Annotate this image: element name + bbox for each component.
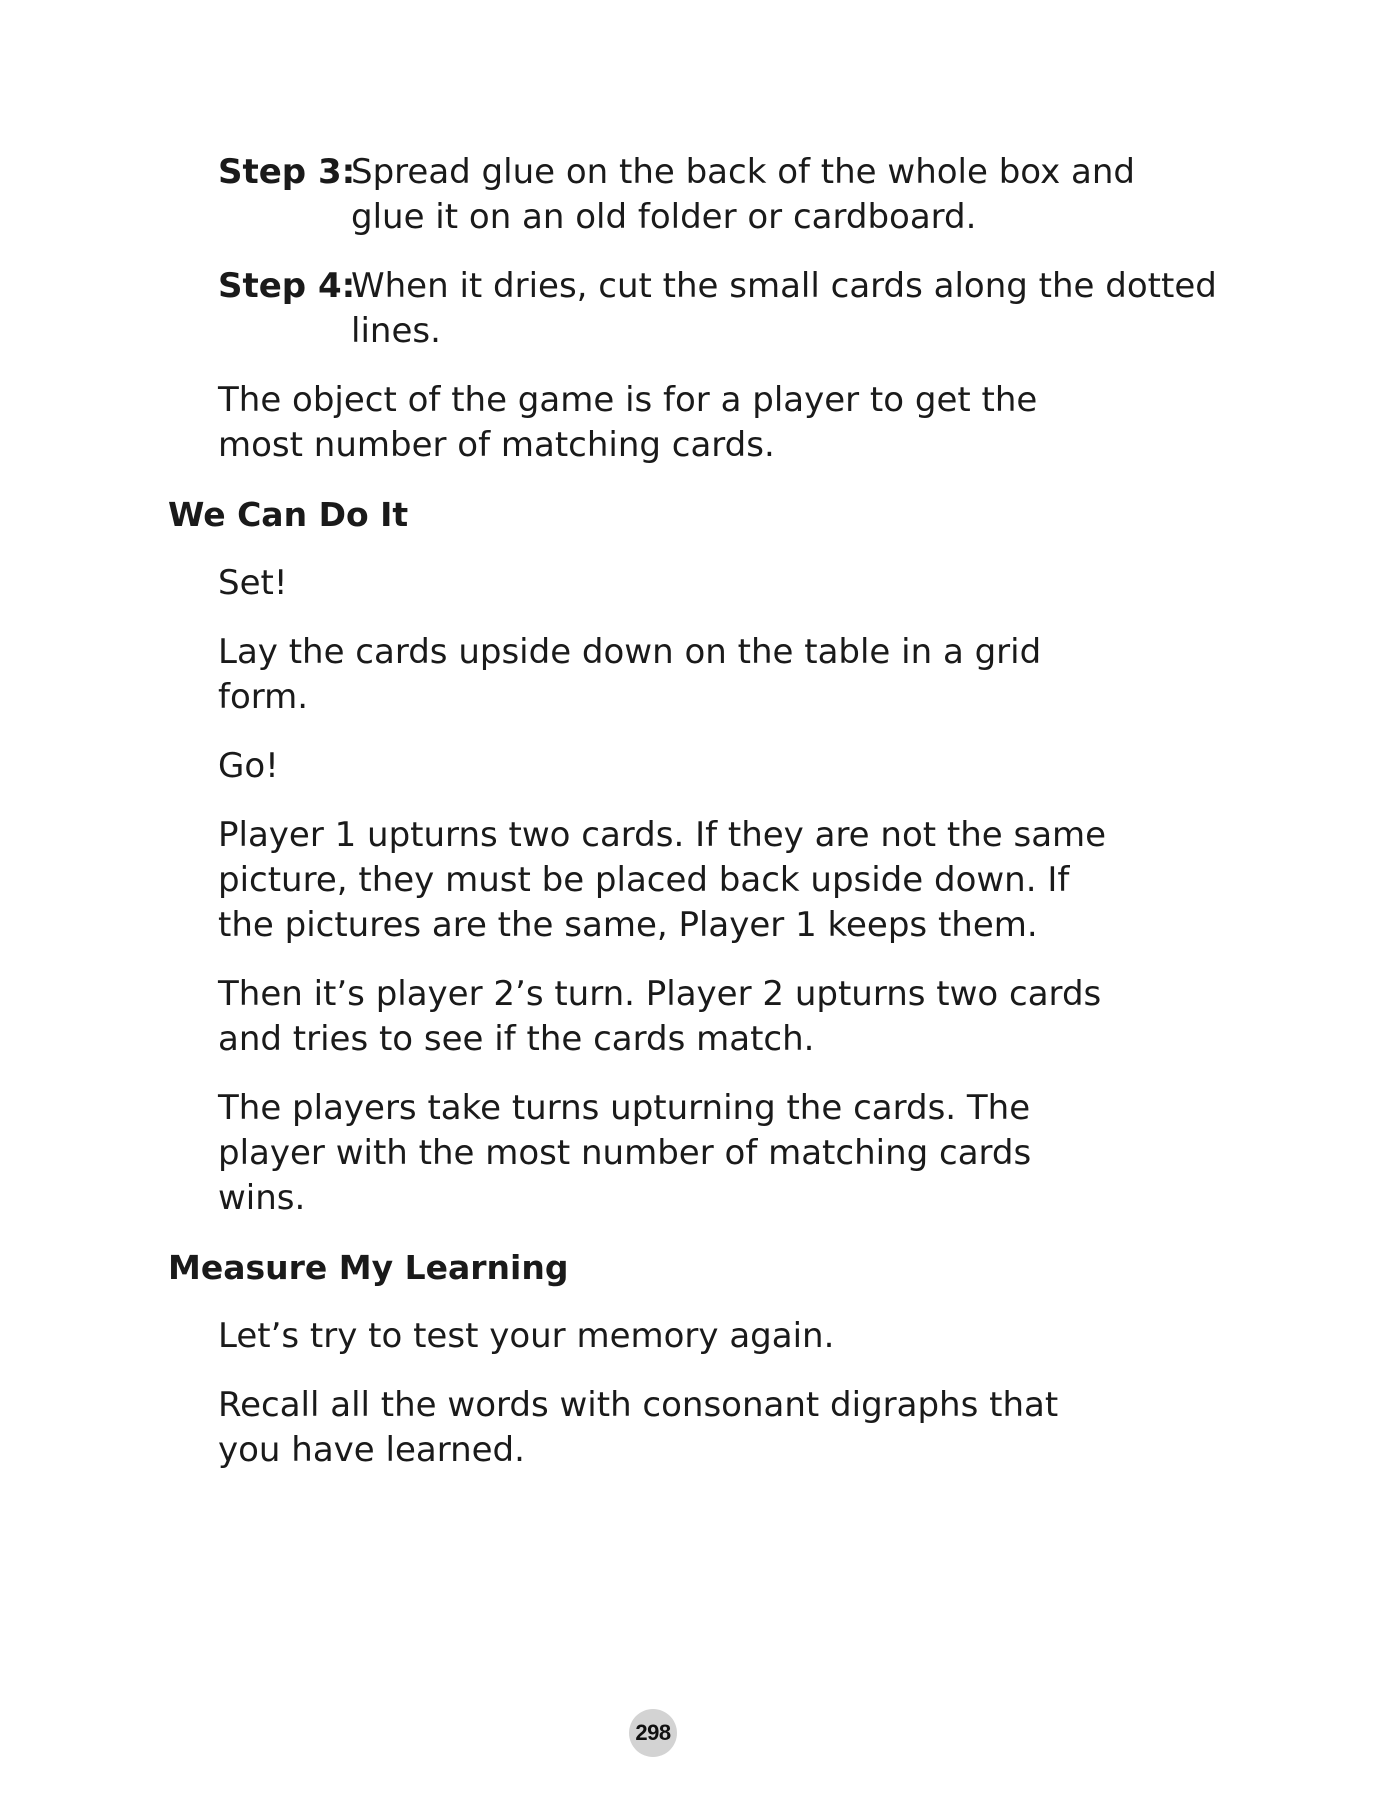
paragraph-test-memory: Let’s try to test your memory again.	[218, 1316, 835, 1356]
measure-heading: Measure My Learning	[168, 1248, 569, 1287]
page-content	[168, 150, 1217, 1497]
paragraph-take-turns: The players take turns upturning the cards. The player with the most number of matching cards wins.	[218, 1088, 1032, 1218]
paragraph-player-2: Then it’s player 2’s turn. Player 2 upturns two cards and tries to see if the cards match.	[218, 974, 1102, 1059]
step-label: Step 3:	[218, 152, 356, 192]
paragraph-player-1: Player 1 upturns two cards. If they are not the same picture, they must be placed back upside down. If the pictures are the same, Player 1 keeps them.	[218, 815, 1107, 945]
step-3	[218, 150, 1218, 240]
page-number: 298	[629, 1709, 677, 1757]
paragraph-lay-cards: Lay the cards upside down on the table in a grid form.	[218, 632, 1042, 717]
object-paragraph: The object of the game is for a player to get the most number of matching cards.	[218, 380, 1038, 465]
we-can-do-it-heading: We Can Do It	[168, 495, 409, 534]
step-text: When it dries, cut the small cards along the dotted lines.	[351, 266, 1217, 351]
paragraph-recall-words: Recall all the words with consonant digraphs that you have learned.	[218, 1385, 1059, 1470]
step-text: Spread glue on the back of the whole box and glue it on an old folder or cardboard.	[351, 152, 1135, 237]
paragraph-go: Go!	[218, 746, 279, 786]
step-label: Step 4:	[218, 266, 356, 306]
step-4	[218, 264, 1218, 354]
paragraph-set: Set!	[218, 563, 288, 603]
